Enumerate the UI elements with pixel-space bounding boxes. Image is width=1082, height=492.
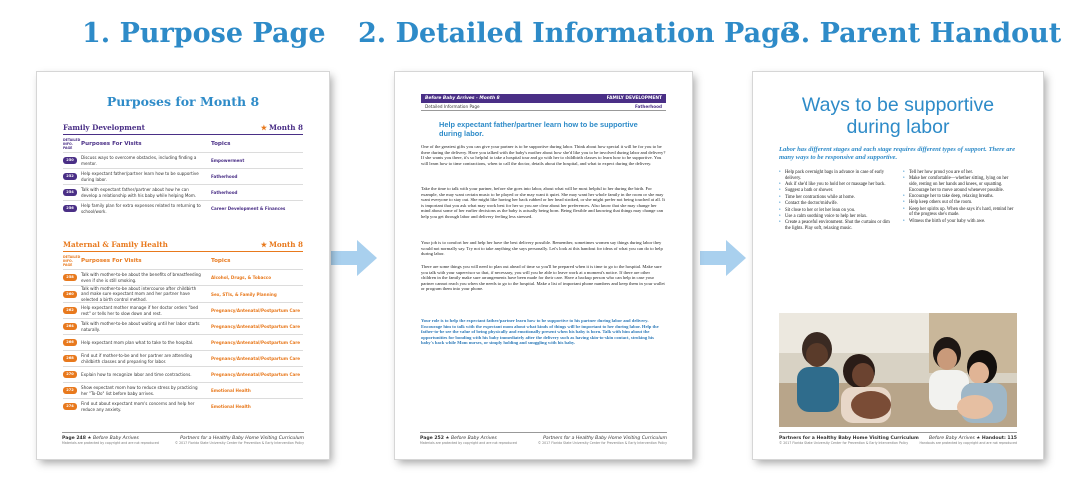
page-footer: Partners for a Healthy Baby Home Visiting Curriculum © 2017 Florida State University Center for Prevention & Early Intervention Policy Before Baby Arrives ★ Handout: 115 Handouts are protected by copyright and are not reproduced (779, 432, 1017, 445)
heading-parent-handout: 3. Parent Handout (782, 18, 1062, 49)
list-item: • Help pack overnight bags in advance in case of early delivery. (779, 170, 895, 181)
page-header-bar: Before Baby Arrives - Month 8 FAMILY DEVELOPMENT (421, 94, 666, 103)
page-subheader: Detailed Information Page Fatherhood (421, 104, 666, 111)
heading-purpose-page: 1. Purpose Page (82, 18, 326, 49)
table-row: 266 Help expectant mom plan what to take to the hospital. Pregnancy/Antenatal/Postpartum Care (63, 334, 303, 350)
handout-intro: Labor has different stages and each stage requires different types of support. There are many ways to be responsive and supportive. (779, 146, 1016, 161)
table-rows (63, 152, 303, 216)
table-row: 250 Discuss ways to overcome obstacles, including finding a mentor. Empowerment (63, 152, 303, 168)
tips-list-left (779, 170, 895, 232)
table-row: 254 Talk with expectant father/partner about how he can develop a relationship with his baby while helping Mom. Fatherhood (63, 184, 303, 200)
parent-handout-thumbnail (753, 72, 1043, 459)
tips-list-right (903, 170, 1017, 225)
list-item: • Witness the birth of your baby with awe. (903, 219, 1017, 225)
table-row: 256 Help family plan for extra expenses related to returning to school/work. Career Development & Finances (63, 200, 303, 216)
table-row: 258 Talk with mother-to-be about the benefits of breastfeeding even if she is still smoking. Alcohol, Drugs, & Tobacco (63, 269, 303, 285)
table-row: 270 Explain how to recognize labor and time contractions. Pregnancy/Antenatal/Postpartum Care (63, 366, 303, 382)
section-title: Family Development (63, 123, 145, 132)
body-paragraph: One of the greatest gifts you can give your partner is to be supportive during labor. Think about how special it will be for you to be there during the delivery. Have you talked with the baby's mother about how she'd like you to be involved during labor and delivery? If she wants you there, it's so helpful to take a hospital tour and go with her to childbirth classes to learn how to be supportive. You will learn how to time contractions, when to call the doctor, details about the hospital, and what to expect during the delivery. (421, 144, 666, 166)
list-item: • Time her contractions while at home. (779, 195, 895, 201)
list-item: • Tell her how proud you are of her. (903, 170, 1017, 176)
detail-heading: Help expectant father/partner learn how to be supportive during labor. (439, 120, 638, 138)
table-rows (63, 269, 303, 414)
right-arrow-icon (331, 240, 377, 276)
table-row: 252 Help expectant father/partner learn how to be supportive during labor. Fatherhood (63, 168, 303, 184)
month-label: Month 8 (268, 123, 303, 132)
maternal-family-health-section (63, 240, 303, 414)
list-item: • Suggest a bath or shower. (779, 188, 895, 194)
list-item: • Make her comfortable—whether sitting, lying on her side, resting on her hands and knees, or squatting. Encourage her to move around whenever possible. (903, 176, 1017, 193)
handout-title: Ways to be supportive during labor (801, 94, 995, 138)
body-paragraph: Take the time to talk with your partner, before she goes into labor, about what will be most helpful to her during the birth. For example, she may want certain music to be played or she may want it quiet. She may want her whole family in the room or she may want everyone to stay out. She might like having her back rubbed or her head stroked, or she might prefer not being touched at all. It is important that you ask what may work best for her so you are clear about her preferences. Also know that she may change her mind about some of her earlier decisions as the baby is actually being born. Being flexible and knowing that things may change can help you get through labor and delivery feeling less stressed. (421, 186, 665, 219)
list-item: • Sit close to her or let her lean on you. (779, 208, 895, 214)
table-row: 268 Find out if mother-to-be and her partner are attending childbirth classes and preparing for labor. Pregnancy/Antenatal/Postpartum Care (63, 350, 303, 366)
table-row: 274 Find out about expectant mom's concerns and help her reduce any anxiety. Emotional Health (63, 398, 303, 414)
column-headers: DETAILED INFO. PAGE Purposes For Visits Topics (63, 138, 231, 150)
list-item: • Ask if she'd like you to hold her or massage her back. (779, 182, 895, 188)
list-item: • Use a calm soothing voice to help her relax. (779, 214, 895, 220)
star-icon: ★ (260, 240, 267, 249)
page-footer: Page 248 ★ Before Baby Arrives Materials are protected by copyright and are not reproduced Partners for a Healthy Baby Home Visiting Curriculum © 2017 Florida State University Center for Prevention & Early Intervention Policy (62, 432, 304, 445)
list-item: • Encourage her to take deep, relaxing breaths. (903, 194, 1017, 200)
list-item: • Help keep others out of the room. (903, 200, 1017, 206)
body-paragraph: Your job is to comfort her and help her have the best delivery possible. Remember, sometimes women say things during labor they would not normally say. Try not to take anything she says personally. Let's look at this handout for ideas of what you can do to help during labor. (421, 240, 663, 257)
list-item: • Keep her spirits up. When she says it's hard, remind her of the progress she's made. (903, 207, 1017, 218)
list-item: • Create a peaceful environment. Shut the curtains or dim the lights. Play soft, relaxing music. (779, 220, 895, 231)
detailed-information-page-thumbnail (395, 72, 692, 459)
list-item: • Contact the doctor/midwife. (779, 201, 895, 207)
section-title: Maternal & Family Health (63, 240, 168, 249)
purpose-page-title: Purposes for Month 8 (106, 94, 260, 109)
body-paragraph: There are some things you will need to plan out ahead of time so you'll be prepared when it is time to go to the hospital. Make sure you talk with your supervisor so that, if necessary, you will you be able to leave work at a moment's notice. If there are other children in the family make sure arrangements have been made for their care. Have a backup person who can help in case your partner cannot reach you when she needs to go to the hospital. Make a list of important phone numbers and keep them in your wallet or program them into your phone. (421, 264, 665, 292)
purpose-page-thumbnail (37, 72, 329, 459)
heading-detailed-information-page: 2. Detailed Information Page (358, 18, 798, 49)
table-row: 262 Help expectant mother manage if her doctor orders "bed rest" or tells her to slow down and rest. Pregnancy/Antenatal/Postpartum Care (63, 302, 303, 318)
right-arrow-icon (700, 240, 746, 276)
table-row: 264 Talk with mother-to-be about waiting until her labor starts naturally. Pregnancy/Antenatal/Postpartum Care (63, 318, 303, 334)
home-visitor-note: Your role is to help the expectant father/partner learn how to be supportive to his partner during labor and delivery. Encourage him to talk with the expectant mom about what kinds of things will be important to her during labor. Help the father-to-be see the value of being physically and emotionally present when his baby is born. Talk with him about the opportunities for bonding with his baby immediately after the delivery such as having skin-to-skin contact, stroking his baby's back while Mom nurses, or simply holding and snuggling with his baby. (421, 318, 659, 346)
table-row: 272 Show expectant mom how to reduce stress by practicing her "To-Do" list before baby arrives. Emotional Health (63, 382, 303, 398)
month-label: Month 8 (268, 240, 303, 249)
table-row: 260 Talk with mother-to-be about intercourse after childbirth and make sure expectant mom and her partner have selected a birth control method. Sex, STIs, & Family Planning (63, 285, 303, 302)
column-headers: DETAILED INFO. PAGE Purposes For Visits Topics (63, 255, 231, 267)
couples-photo (779, 313, 1017, 427)
family-development-section (63, 123, 303, 216)
star-icon: ★ (260, 123, 267, 132)
page-footer: Page 252 ★ Before Baby Arrives Materials are protected by copyright and are not reproduced Partners for a Healthy Baby Home Visiting Curriculum © 2017 Florida State University Center for Prevention & Early Intervention Policy (420, 432, 667, 445)
